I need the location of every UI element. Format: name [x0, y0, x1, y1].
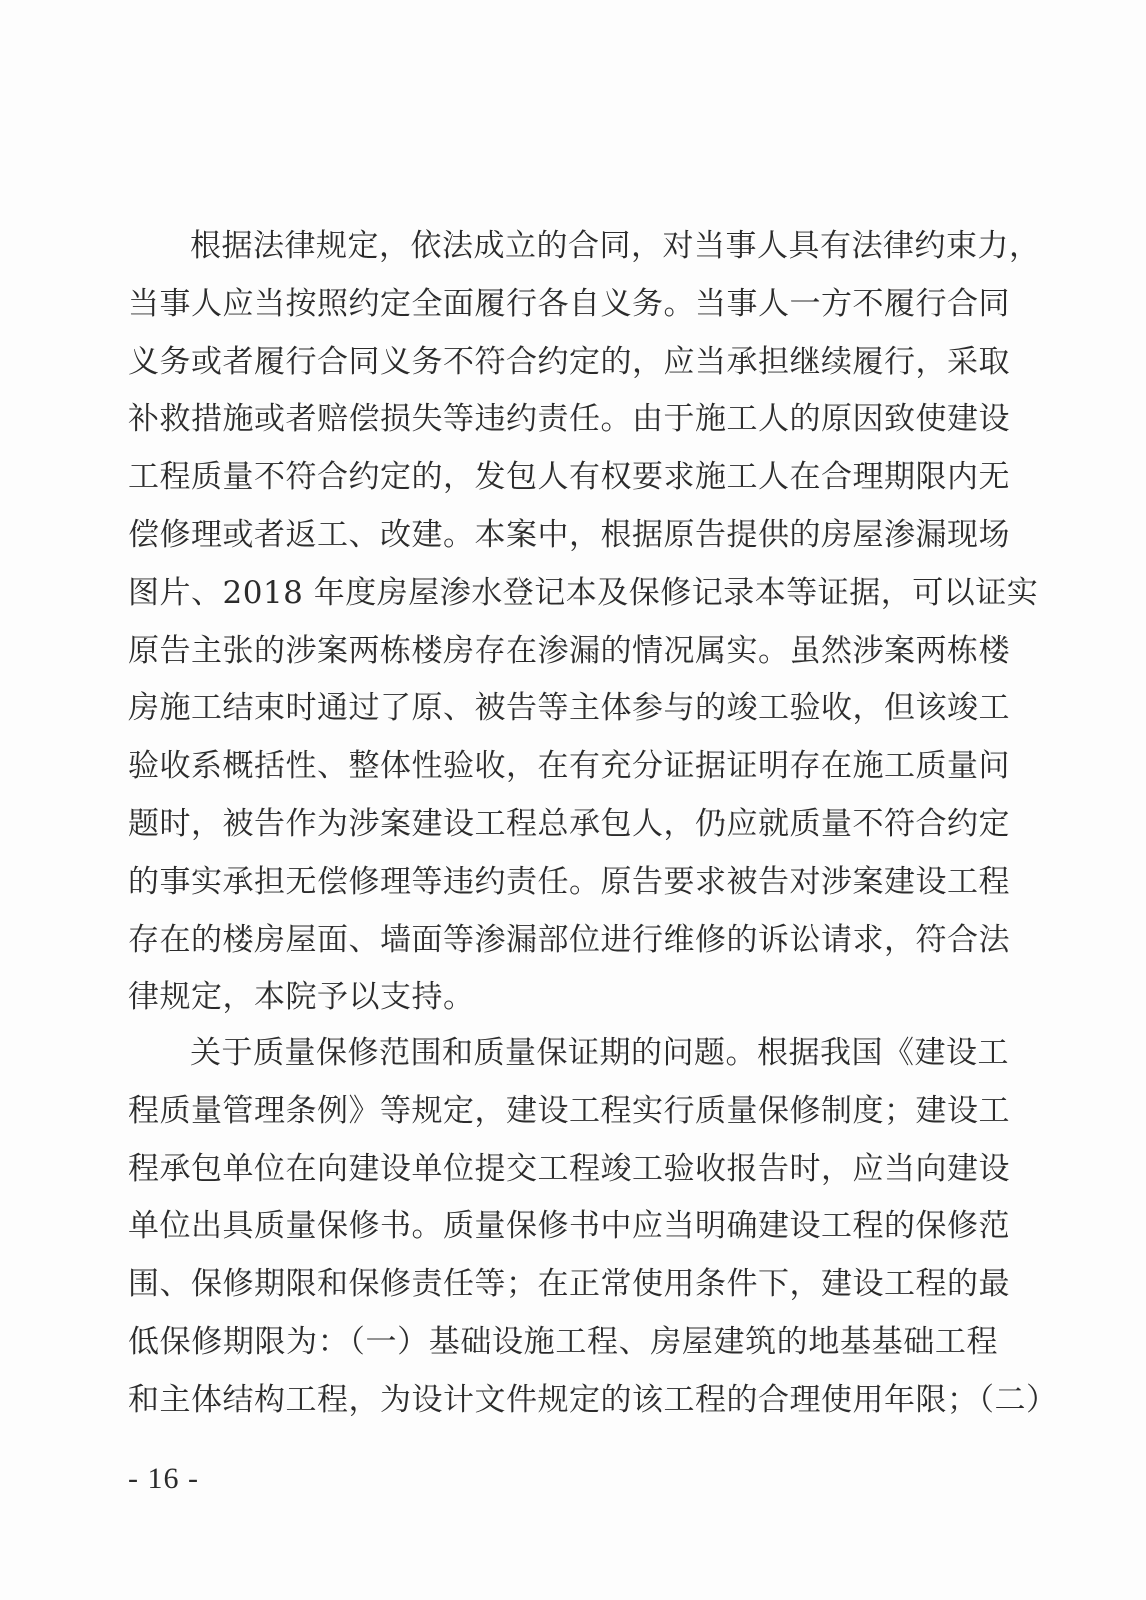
paragraph-line: 义务或者履行合同义务不符合约定的，应当承担继续履行，采取	[128, 343, 1010, 380]
paragraph-line: 补救措施或者赔偿损失等违约责任。由于施工人的原因致使建设	[128, 401, 1010, 438]
paragraph-line: 当事人应当按照约定全面履行各自义务。当事人一方不履行合同	[128, 285, 1010, 322]
paragraph-line: 低保修期限为：（一）基础设施工程、房屋建筑的地基基础工程	[128, 1323, 998, 1360]
paragraph-line: 房施工结束时通过了原、被告等主体参与的竣工验收，但该竣工	[128, 690, 1010, 727]
paragraph-line: 根据法律规定，依法成立的合同，对当事人具有法律约束力，	[190, 228, 1041, 264]
paragraph-contract-liability	[128, 218, 1041, 1027]
paragraph-line: 和主体结构工程，为设计文件规定的该工程的合理使用年限；（二）	[128, 1381, 1058, 1418]
page-number: - 16 -	[128, 1462, 199, 1495]
paragraph-line: 验收系概括性、整体性验收，在有充分证据证明存在施工质量问	[128, 748, 1010, 785]
paragraph-line: 关于质量保修范围和质量保证期的问题。根据我国《建设工	[190, 1035, 1009, 1071]
paragraph-line: 单位出具质量保修书。质量保修书中应当明确建设工程的保修范	[128, 1208, 1010, 1245]
paragraph-line: 题时，被告作为涉案建设工程总承包人，仍应就质量不符合约定	[128, 805, 1010, 842]
paragraph-warranty-scope	[128, 1025, 1058, 1430]
paragraph-line: 图片、2018 年度房屋渗水登记本及保修记录本等证据，可以证实	[128, 574, 1039, 611]
paragraph-line: 程承包单位在向建设单位提交工程竣工验收报告时，应当向建设	[128, 1150, 1010, 1187]
paragraph-line: 偿修理或者返工、改建。本案中，根据原告提供的房屋渗漏现场	[128, 516, 1010, 553]
paragraph-line: 程质量管理条例》等规定，建设工程实行质量保修制度；建设工	[128, 1092, 1010, 1129]
paragraph-line: 围、保修期限和保修责任等；在正常使用条件下，建设工程的最	[128, 1266, 1010, 1303]
paragraph-line: 的事实承担无偿修理等违约责任。原告要求被告对涉案建设工程	[128, 863, 1010, 900]
paragraph-line: 工程质量不符合约定的，发包人有权要求施工人在合理期限内无	[128, 459, 1010, 496]
paragraph-line: 存在的楼房屋面、墙面等渗漏部位进行维修的诉讼请求，符合法	[128, 921, 1010, 958]
paragraph-line: 律规定，本院予以支持。	[128, 979, 475, 1016]
paragraph-line: 原告主张的涉案两栋楼房存在渗漏的情况属实。虽然涉案两栋楼	[128, 632, 1010, 669]
